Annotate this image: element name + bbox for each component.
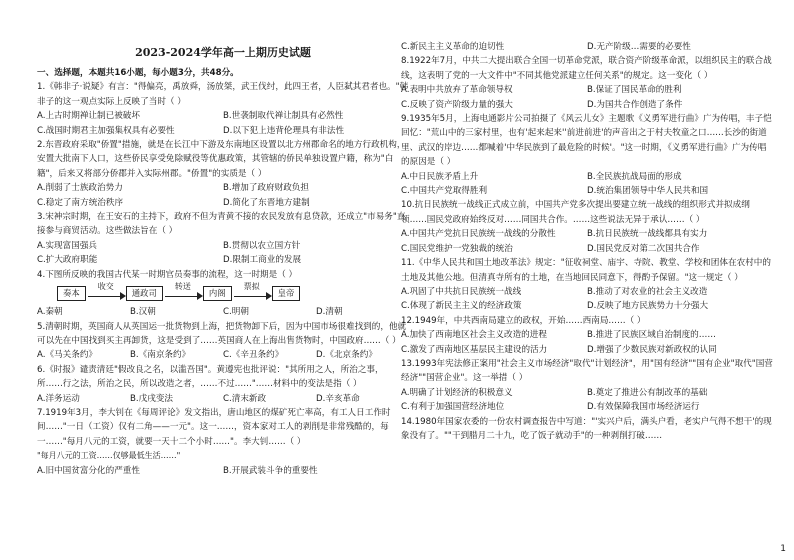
option: A.旧中国贫富分化的严重性 [37, 465, 140, 476]
question-13: 13.1993年宪法修正案用"社会主义市场经济"取代"计划经济"，用"国有经济""国有企业"取代"国营经济""国营企业"。这一举措（ ） [401, 358, 773, 384]
option: B.增加了政府财政负担 [223, 183, 309, 194]
option: D.以下犯上违背伦理具有非法性 [223, 125, 345, 136]
option: D.《北京条约》 [316, 350, 377, 361]
question-7-quote: "每月八元的工资……仅够最低生活……" [37, 451, 181, 461]
question-1-options [37, 109, 409, 138]
question-7-options [37, 464, 409, 478]
option: D.有效保障我国市场经济运行 [587, 402, 700, 413]
question-11-options [401, 285, 773, 314]
option: A.洋务运动 [37, 393, 80, 404]
flow-box: 皇帝 [272, 286, 301, 301]
flow-arrow-label: 票拟 [243, 282, 260, 292]
flow-arrow-label: 收交 [97, 282, 114, 292]
option: C.稳定了南方统治秩序 [37, 197, 124, 208]
option: C.战国时期君主加强集权具有必要性 [37, 125, 175, 136]
option: B.汉朝 [130, 307, 156, 318]
flow-arrow [232, 283, 272, 303]
option: B.抗日民族统一战线都具有实力 [587, 229, 708, 240]
question-8-options [401, 83, 773, 112]
question-9: 9.1935年5月，上海电通影片公司拍摄了《风云儿女》主题歌《义勇军进行曲》广为传唱，丰子恺回忆："荒山中的三家村里，也有'起来起来''前进前进'的声音出之于村夫牧童之口……长沙的街道里、武汉的岸边……都喊着'中华民族到了最危险的时候'。"这一时期，《义勇军进行曲》广为传唱的原因是（ ） [401, 114, 772, 168]
option: C.激发了西南地区基层民主建设的活力 [401, 344, 548, 355]
left-column [37, 0, 409, 560]
question-14: 14.1980年国家农委的一份农村调查报告中写道："'实兴户后，满头户看，老实户气得不想干'的现象没有了。""干到腊月二十九，吃了饭子就动手"的一种剥削打破…… [401, 416, 772, 441]
section-heading: 一、选择题，本题共16小题，每小题3分，共48分。 [37, 68, 239, 78]
question-12: 12.1949年，中共西南局建立的政权，开始……西南局……（ ） [401, 315, 646, 326]
option: D.无产阶级…需要的必要性 [587, 42, 691, 52]
option: B.贯彻以农立国方针 [223, 240, 301, 251]
question-5-options [37, 348, 409, 362]
memorial-flowchart [57, 283, 409, 303]
flow-box: 内阁 [203, 286, 232, 301]
question-4: 4.下图所反映的我国古代某一时期官员奏事的流程，这一时期是（ ） [37, 269, 298, 280]
option: B.推动了对农业的社会主义改造 [587, 286, 708, 297]
option: A.中日民族矛盾上升 [401, 171, 479, 182]
question-13-options [401, 386, 773, 415]
option: D.清朝 [316, 307, 343, 318]
right-column [401, 0, 773, 560]
option: D.限制工商业的发展 [223, 255, 302, 266]
option: C.《辛丑条约》 [223, 350, 284, 361]
option: B.戊戌变法 [130, 393, 174, 404]
option: D.统治集团领导中华人民共和国 [587, 186, 709, 197]
question-5: 5.清朝时期，英国商人从英国运一批货物到上海，把货物卸下后，因为中国市场很难找到的，他就可以先在中国找到买主再卸货，这是受到了……英国商人在上海出售货物时，中国政府……（ ） [37, 321, 407, 346]
flow-box: 奏本 [57, 286, 86, 301]
option: D.简化了东晋地方建制 [223, 197, 310, 208]
question-2: 2.东晋政府采取"侨置"措施，就是在长江中下游及东南地区设置以北方州郡命名的地方行政机构，安置大批南下人口，这些侨民享受免除赋役等优惠政策，其管辖的侨民单独设置户籍，称为"白籍"，后来又将部分侨郡并入实际州郡。"侨置"的实质是（ ） [37, 140, 406, 179]
question-8: 8.1922年7月，中共二大提出联合全国一切革命党派，联合资产阶级革命派，以组织民主的联合战线，这表明了党的一大文件中"不同其他党派建立任何关系"的规定。这一变化（ ） [401, 56, 772, 81]
question-1: 1.《韩非子·说疑》有言："得偏亮，禹放舜，汤放桀，武王伐纣，此四王者，人臣弑其君者也。"韩非子的这一观点实际上反映了当时（ ） [37, 82, 409, 107]
option: C.明朝 [223, 307, 249, 318]
question-4-options [37, 305, 409, 319]
option: C.中国共产党取得胜利 [401, 186, 488, 197]
question-3-options [37, 239, 409, 268]
flow-box: 通政司 [126, 286, 163, 301]
option: A.上古时期禅让制已被破坏 [37, 111, 140, 122]
option: B.奠定了推进公有制改革的基础 [587, 387, 708, 398]
option: A.巩固了中共抗日民族统一战线 [401, 286, 522, 297]
option: C.扩大政府职能 [37, 255, 98, 266]
question-2-options [37, 181, 409, 210]
question-3: 3.宋神宗时期，在王安石的主持下，政府不但为青黄不接的农民发放有息贷款，还成立"市易务"直接参与商贸活动。这些做法旨在（ ） [37, 212, 406, 237]
flow-arrow-label: 转送 [174, 282, 191, 292]
option: C.有利于加强国营经济地位 [401, 402, 505, 413]
question-6: 6.《时报》谴责清廷"假改良之名，以滥吾国"。黄遵宪也批评说："其所用之人，所治之事，所……行之法，所治之民，所以改造之者，……不过……"……材料中的变法是指（ ） [37, 364, 384, 390]
option: C.清末新政 [223, 393, 267, 404]
option: D.辛亥革命 [316, 393, 360, 404]
page-number: 1 [780, 544, 786, 554]
question-12-options [401, 328, 773, 357]
option: A.明确了计划经济的积极意义 [401, 387, 513, 398]
option: C.反映了资产阶级力量的强大 [401, 99, 513, 110]
option: D.反映了地方民族势力十分强大 [587, 301, 709, 312]
option: B.全民族抗战局面的形成 [587, 171, 682, 182]
question-9-options [401, 170, 773, 199]
question-11: 11.《中华人民共和国土地改革法》规定："征收祠堂、庙宇、寺院、教堂、学校和团体在农村中的土地及其他公地。但清真寺所有的土地，在当地回民同意下，得酌予保留。"这一规定（ ） [401, 258, 771, 283]
option: D.国民党反对第二次国共合作 [587, 243, 700, 254]
question-7: 7.1919年3月，李大钊在《每周评论》发文指出，唐山地区的煤矿死亡率高，有工人日工作时间……"一日（工资）仅有二角——一元"。这一……，资本家对工人的剥削是非常残酷的，每一……"每月八元的工资，就要一天十二个小时……"。李大钊……（ ） [37, 407, 391, 447]
flow-arrow [163, 283, 203, 303]
option: A.《马关条约》 [37, 350, 98, 361]
option: A.表明中共放弃了革命领导权 [401, 85, 513, 96]
option: B.《南京条约》 [130, 350, 191, 361]
question-10: 10.抗日民族统一战线正式成立前，中国共产党多次提出要建立统一战线的组织形式并拟成纲领……国民党政府始终反对……同国共合作。……这些说法无异于承认……（ ） [401, 200, 750, 225]
question-6-options [37, 392, 409, 406]
option: D.增强了少数民族对新政权的认同 [587, 344, 717, 355]
option: C.国民党维护一党独裁的统治 [401, 243, 513, 254]
option: C.体现了新民主主义的经济政策 [401, 301, 522, 312]
option: D.为国共合作创造了条件 [587, 99, 683, 110]
option: A.秦朝 [37, 307, 63, 318]
option: A.实现富国强兵 [37, 240, 98, 251]
option: A.削弱了士族政治势力 [37, 183, 123, 194]
exam-title: 2023-2024学年高一上期历史试题 [135, 46, 311, 59]
option: B.世袭制取代禅让制具有必然性 [223, 111, 344, 122]
option: A.加快了西南地区社会主义改造的进程 [401, 330, 547, 341]
option: B.推进了民族区域自治制度的…… [587, 330, 716, 341]
option: B.保证了国民革命的胜利 [587, 85, 682, 96]
option: C.新民主主义革命的迫切性 [401, 42, 505, 52]
question-7-options-continued [401, 40, 773, 54]
flow-arrow [86, 283, 126, 303]
option: A.中国共产党抗日民族统一战线的分散性 [401, 229, 556, 240]
question-10-options [401, 227, 773, 256]
option: B.开展武装斗争的重要性 [223, 465, 318, 476]
